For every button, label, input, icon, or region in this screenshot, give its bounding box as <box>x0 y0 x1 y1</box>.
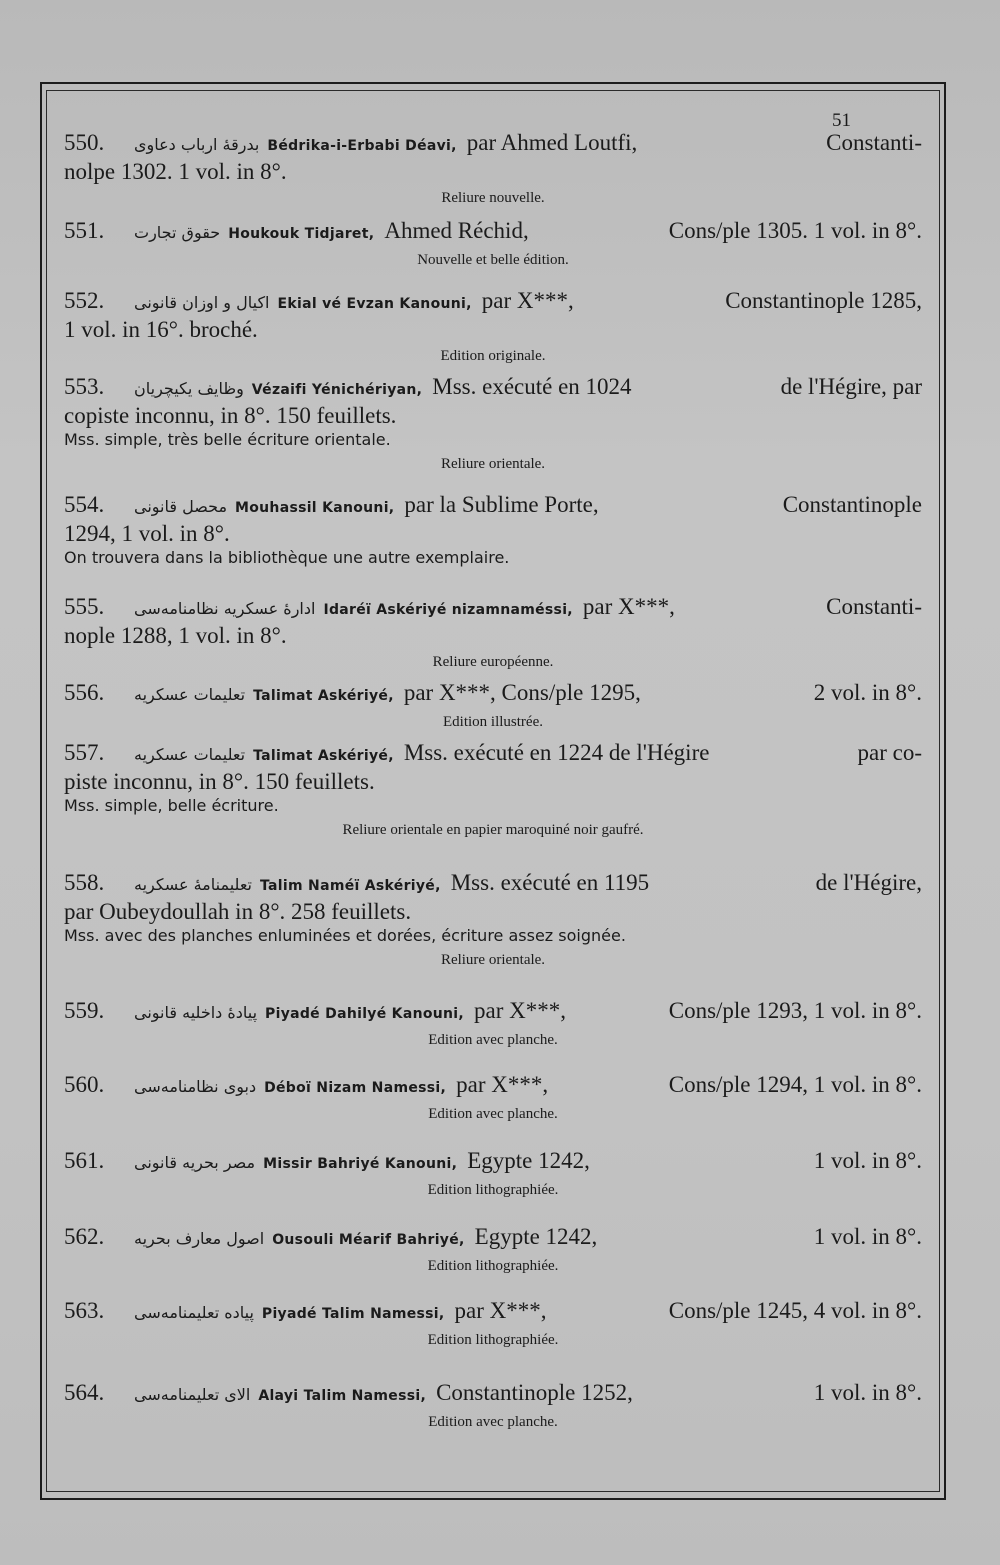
entry-number: 562. <box>64 1224 105 1249</box>
binding-note: Edition lithographiée. <box>427 1332 559 1348</box>
entry-details <box>456 1072 922 1098</box>
entry-details-part: par X***, <box>582 594 675 619</box>
entry-details <box>436 1380 922 1406</box>
transliterated-title: Talimat Askériyé, <box>253 748 394 764</box>
binding-note: Reliure orientale. <box>440 456 546 472</box>
entry-details-part: Mss. exécuté en 1024 <box>432 374 632 399</box>
entry-number: 557. <box>64 740 105 765</box>
entry-details-part: Cons/ple 1293, 1 vol. in 8°. <box>668 998 922 1023</box>
entry-number: 560. <box>64 1072 105 1097</box>
arabic-title: محصل قانونی <box>134 497 228 516</box>
entry-details <box>467 130 922 156</box>
catalog-entry <box>64 218 922 271</box>
arabic-title: تعلیمات عسکریه <box>134 745 246 764</box>
catalog-entry <box>64 998 922 1051</box>
entry-number: 563. <box>64 1298 105 1323</box>
entry-continuation: nople 1288, 1 vol. in 8°. <box>64 623 287 648</box>
entry-first-line <box>64 594 922 623</box>
entry-details-part: Constanti- <box>826 130 922 155</box>
binding-note: Reliure orientale. <box>440 952 546 968</box>
entry-number: 552. <box>64 288 105 313</box>
entry-details-part: Cons/ple 1294, 1 vol. in 8°. <box>668 1072 922 1097</box>
binding-note: Edition illustrée. <box>443 714 543 730</box>
entry-details <box>404 740 922 766</box>
entry-details <box>455 1298 923 1324</box>
transliterated-title: Vézaifi Yénichériyan, <box>251 382 423 398</box>
binding-note: Edition originale. <box>440 348 546 364</box>
arabic-title: تعلیمنامهٔ عسکریه <box>134 875 252 894</box>
entry-continuation: 1 vol. in 16°. broché. <box>64 317 258 342</box>
catalog-entry <box>64 1298 922 1351</box>
entry-number: 561. <box>64 1148 105 1173</box>
entry-details-part: par X***, <box>474 998 566 1023</box>
entry-details-part: 2 vol. in 8°. <box>813 680 922 705</box>
entry-details-part: Constantinople 1285, <box>725 288 922 313</box>
arabic-title: وظایف یکیچریان <box>134 379 244 398</box>
transliterated-title: Alayi Talim Namessi, <box>258 1388 427 1404</box>
entry-first-line <box>64 288 922 317</box>
entry-details <box>583 594 922 620</box>
entry-details-part: Constanti- <box>826 594 922 619</box>
entry-details <box>404 680 922 706</box>
entry-continuation: piste inconnu, in 8°. 150 feuillets. <box>64 769 375 794</box>
entry-details-part: Ahmed Réchid, <box>384 218 529 243</box>
catalog-entry <box>64 1148 922 1201</box>
transliterated-title: Talimat Askériyé, <box>253 688 394 704</box>
entry-first-line <box>64 130 922 159</box>
binding-note: Edition avec planche. <box>428 1414 558 1430</box>
arabic-title: پیاده تعلیمنامه‌سی <box>134 1303 254 1322</box>
entry-details-part: de l'Hégire, <box>815 870 922 895</box>
arabic-title: دبوی نظامنامه‌سی <box>134 1077 257 1096</box>
entry-details-part: Mss. exécuté en 1195 <box>450 870 650 895</box>
catalog-entry <box>64 1224 922 1277</box>
entry-details-part: par X***, <box>481 288 574 313</box>
entry-details-part: Constantinople <box>782 492 922 517</box>
entry-details-part: 1 vol. in 8°. <box>813 1224 922 1249</box>
entry-first-line <box>64 680 922 709</box>
catalog-entry <box>64 1380 922 1433</box>
entry-first-line <box>64 1380 922 1409</box>
entry-first-line <box>64 870 922 899</box>
entry-first-line <box>64 998 922 1027</box>
transliterated-title: Idaréï Askériyé nizamnaméssi, <box>323 602 573 618</box>
catalog-entry <box>64 374 922 475</box>
entry-details-part: par X***, <box>454 1298 547 1323</box>
entry-note: Mss. simple, très belle écriture orientale. <box>64 430 391 449</box>
entry-details-part: par X***, Cons/ple 1295, <box>403 680 641 705</box>
transliterated-title: Déboï Nizam Namessi, <box>264 1080 447 1096</box>
binding-note: Edition avec planche. <box>428 1032 558 1048</box>
transliterated-title: Bédrika-i-Erbabi Déavi, <box>267 138 457 154</box>
transliterated-title: Piyadé Dahilyé Kanouni, <box>265 1006 465 1022</box>
entry-first-line <box>64 1148 922 1177</box>
entry-details-part: Egypte 1242, <box>467 1148 590 1173</box>
arabic-title: مصر بحریه قانونی <box>134 1153 256 1172</box>
entry-details <box>474 998 922 1024</box>
entry-first-line <box>64 1072 922 1101</box>
entry-number: 556. <box>64 680 105 705</box>
entry-details-part: 1 vol. in 8°. <box>813 1148 922 1173</box>
arabic-title: پیادهٔ داخلیه قانونی <box>134 1003 258 1022</box>
catalog-entry <box>64 288 922 367</box>
arabic-title: اکیال و اوزان قانونی <box>134 293 270 312</box>
entry-note: On trouvera dans la bibliothèque une autre exemplaire. <box>64 548 510 567</box>
entry-details-part: par Ahmed Loutfi, <box>466 130 638 155</box>
entry-first-line <box>64 1224 922 1253</box>
binding-note: Edition avec planche. <box>428 1106 558 1122</box>
entry-note: Mss. simple, belle écriture. <box>64 796 279 815</box>
binding-note: Reliure orientale en papier maroquiné noir gaufré. <box>342 822 644 838</box>
transliterated-title: Houkouk Tidjaret, <box>228 226 375 242</box>
entry-continuation: copiste inconnu, in 8°. 150 feuillets. <box>64 403 397 428</box>
arabic-title: حقوق تجارت <box>134 223 221 242</box>
entry-details-part: Cons/ple 1245, 4 vol. in 8°. <box>668 1298 922 1323</box>
entry-details <box>432 374 922 400</box>
entry-first-line <box>64 1298 922 1327</box>
binding-note: Nouvelle et belle édition. <box>417 252 569 268</box>
transliterated-title: Talim Naméï Askériyé, <box>260 878 441 894</box>
entry-details-part: Constantinople 1252, <box>436 1380 633 1405</box>
entry-first-line <box>64 218 922 247</box>
entry-first-line <box>64 374 922 403</box>
catalog-entry <box>64 130 922 209</box>
entry-details-part: Mss. exécuté en 1224 de l'Hégire <box>403 740 710 765</box>
entry-details-part: par co- <box>857 740 922 765</box>
entry-first-line <box>64 740 922 769</box>
entry-number: 551. <box>64 218 105 243</box>
entry-number: 564. <box>64 1380 105 1405</box>
binding-note: Reliure nouvelle. <box>441 190 545 206</box>
arabic-title: اصول معارف بحریه <box>134 1229 265 1248</box>
entry-details <box>467 1148 922 1174</box>
entry-details-part: Cons/ple 1305. 1 vol. in 8°. <box>668 218 922 243</box>
catalog-entry <box>64 594 922 673</box>
entry-details-part: 1 vol. in 8°. <box>813 1380 922 1405</box>
arabic-title: الای تعلیمنامه‌سی <box>134 1385 251 1404</box>
entry-continuation: nolpe 1302. 1 vol. in 8°. <box>64 159 287 184</box>
arabic-title: تعلیمات عسکریه <box>134 685 246 704</box>
entry-number: 554. <box>64 492 105 517</box>
transliterated-title: Piyadé Talim Namessi, <box>261 1306 445 1322</box>
entry-details <box>451 870 922 896</box>
entry-number: 550. <box>64 130 105 155</box>
catalog-entry <box>64 740 922 841</box>
transliterated-title: Ousouli Méarif Bahriyé, <box>272 1232 465 1248</box>
catalog-entry <box>64 680 922 733</box>
transliterated-title: Missir Bahriyé Kanouni, <box>263 1156 458 1172</box>
catalog-entry <box>64 1072 922 1125</box>
entry-details-part: par X***, <box>456 1072 549 1097</box>
entry-details <box>384 218 922 244</box>
entry-details-part: Egypte 1242, <box>474 1224 598 1249</box>
transliterated-title: Mouhassil Kanouni, <box>235 500 395 516</box>
binding-note: Edition lithographiée. <box>427 1258 559 1274</box>
entry-details <box>404 492 922 518</box>
entry-details-part: de l'Hégire, par <box>780 374 922 399</box>
entry-continuation: par Oubeydoullah in 8°. 258 feuillets. <box>64 899 412 924</box>
binding-note: Edition lithographiée. <box>427 1182 559 1198</box>
entry-details <box>475 1224 922 1250</box>
entry-number: 559. <box>64 998 105 1023</box>
catalog-entry <box>64 870 922 971</box>
entry-note: Mss. avec des planches enluminées et dorées, écriture assez soignée. <box>64 926 626 945</box>
entry-first-line <box>64 492 922 521</box>
entry-details-part: par la Sublime Porte, <box>404 492 599 517</box>
arabic-title: بدرقهٔ ارباب دعاوی <box>134 135 260 154</box>
entry-details <box>482 288 922 314</box>
binding-note: Reliure européenne. <box>432 654 554 670</box>
transliterated-title: Ekial vé Evzan Kanouni, <box>277 296 472 312</box>
arabic-title: ادارهٔ عسکریه نظامنامه‌سی <box>134 599 316 618</box>
catalog-entry <box>64 492 922 569</box>
entry-continuation: 1294, 1 vol. in 8°. <box>64 521 230 546</box>
entry-number: 553. <box>64 374 105 399</box>
entry-number: 558. <box>64 870 105 895</box>
entry-number: 555. <box>64 594 105 619</box>
page-number: 51 <box>832 110 851 131</box>
